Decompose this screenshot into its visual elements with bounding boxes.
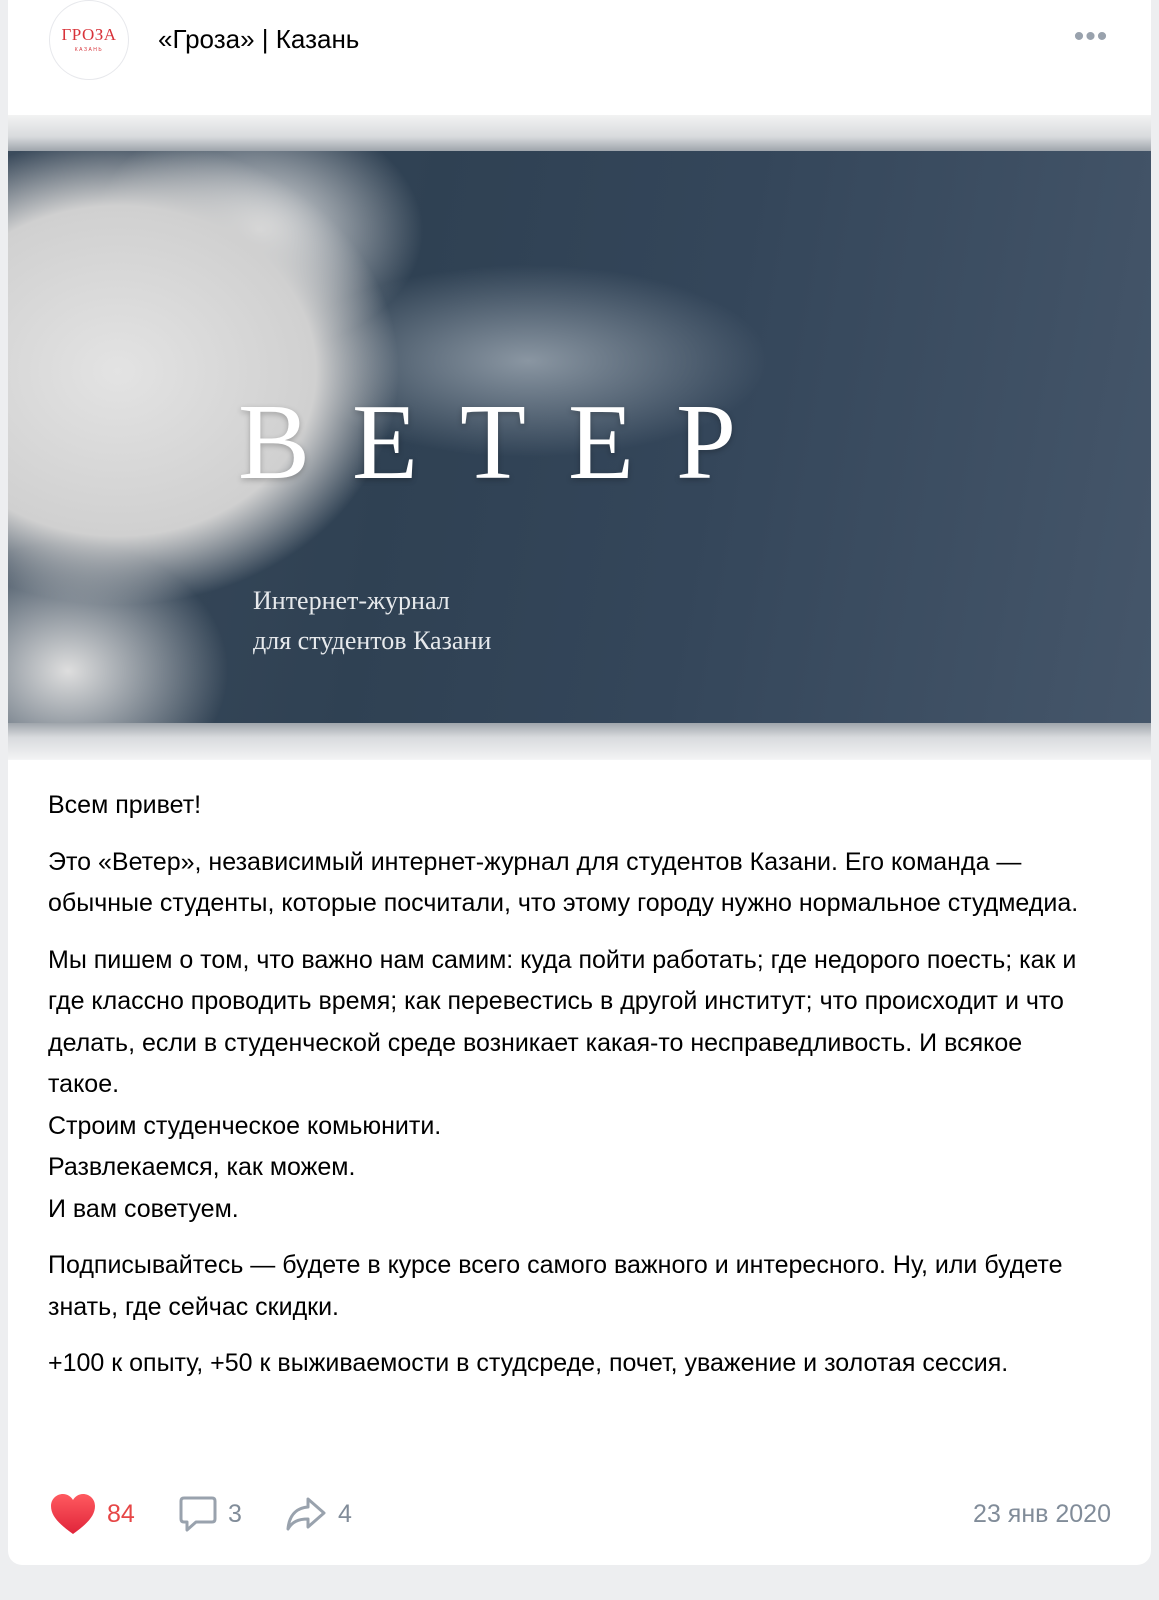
- post-paragraph-5: +100 к опыту, +50 к выживаемости в студсреде, почет, уважение и золотая сессия.: [48, 1349, 1009, 1377]
- more-options-icon[interactable]: •••: [1073, 20, 1109, 53]
- avatar[interactable]: [49, 0, 129, 80]
- like-count: 84: [107, 1499, 135, 1528]
- post-image[interactable]: [8, 115, 1151, 760]
- post-paragraph-3-line-2: Строим студенческое комьюнити.: [48, 1111, 442, 1140]
- image-blur-top: [8, 115, 1151, 151]
- post-paragraph-1: Всем привет!: [48, 791, 202, 819]
- post-text: [48, 785, 1098, 1400]
- post-footer: [8, 1490, 1151, 1540]
- post-date-link[interactable]: 23 янв 2020: [973, 1500, 1111, 1528]
- post-paragraph-2: Это «Ветер», независимый интернет-журнал для студентов Казани. Его команда — обычные студенты, которые посчитали, что этому городу нужно нормальное студмедиа.: [48, 847, 1079, 917]
- post-card: [8, 0, 1151, 1565]
- avatar-logo-text: ГРОЗА: [61, 25, 117, 44]
- share-icon: [284, 1495, 328, 1533]
- share-count: 4: [338, 1499, 352, 1528]
- comment-button[interactable]: [178, 1490, 242, 1538]
- comment-count: 3: [228, 1499, 242, 1528]
- banner-subtitle-line1: Интернет-журнал: [253, 586, 450, 615]
- like-button[interactable]: [49, 1490, 135, 1538]
- post-paragraph-3: [48, 940, 1098, 1231]
- post-paragraph-4: Подписывайтесь — будете в курсе всего самого важного и интересного. Ну, или будете знать, где сейчас скидки.: [48, 1251, 1063, 1321]
- banner-subtitle: [253, 581, 491, 661]
- banner-title: ВЕТЕР: [238, 383, 779, 502]
- post-header: [8, 0, 1151, 82]
- avatar-logo-subtext: КАЗАНЬ: [74, 47, 104, 53]
- banner-image: [8, 151, 1151, 723]
- post-paragraph-3-line-1: Мы пишем о том, что важно нам самим: куда пойти работать; где недорого поесть; как и где классно проводить время; как перевестись в другой институт; что происходит и что делать, если в студенческой среде возникает какая-то несправедливость. И всякое такое.: [48, 945, 1077, 1098]
- comment-icon: [178, 1495, 218, 1533]
- banner-subtitle-line2: для студентов Казани: [253, 626, 492, 655]
- group-name-link[interactable]: «Гроза» | Казань: [158, 24, 360, 54]
- image-blur-bottom: [8, 723, 1151, 759]
- heart-icon: [49, 1492, 97, 1536]
- share-button[interactable]: [284, 1490, 352, 1538]
- post-paragraph-3-line-3: Развлекаемся, как можем.: [48, 1153, 356, 1181]
- post-paragraph-3-line-4: И вам советуем.: [48, 1194, 239, 1223]
